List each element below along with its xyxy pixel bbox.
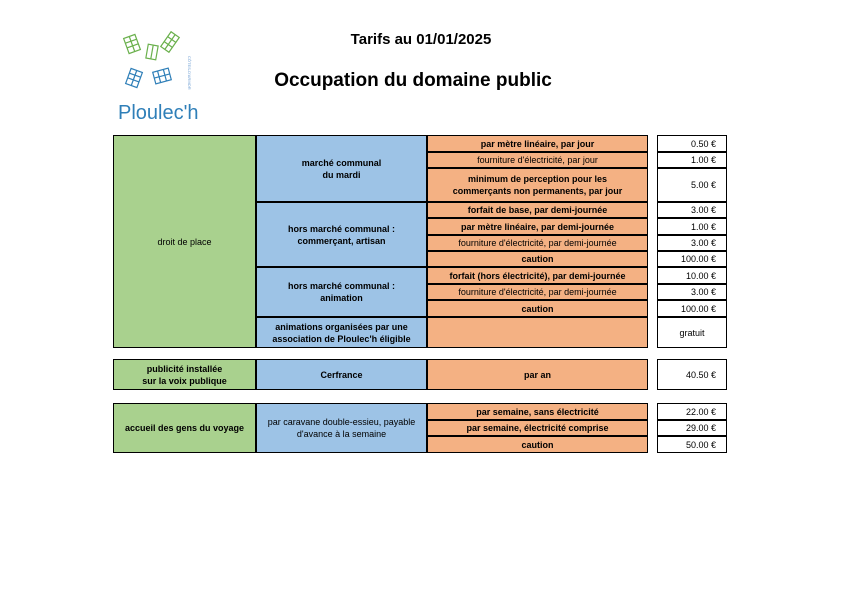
group-cell (256, 267, 427, 317)
category-label: publicité installée sur la voix publique (142, 363, 227, 386)
logo-text: Ploulec'h (118, 102, 199, 124)
item-desc-text: minimum de perception pour les commerçants non permanents, par jour (452, 174, 623, 196)
item-desc-text: par an (523, 369, 551, 380)
category-cell (113, 359, 256, 390)
group-label: animations organisées par une association de Ploulec'h éligible (272, 321, 411, 344)
item-desc (427, 317, 648, 348)
item-desc-text: par mètre linéaire, par demi-journée (460, 221, 615, 232)
item-desc (427, 251, 648, 267)
price-cell: 50.00 € (657, 436, 727, 453)
group-cell (256, 135, 427, 202)
item-desc (427, 235, 648, 251)
price-cell: 5.00 € (657, 168, 727, 202)
item-desc (427, 403, 648, 420)
group-cell (256, 317, 427, 348)
item-desc (427, 300, 648, 317)
page-title: Tarifs au 01/01/2025 (350, 31, 492, 48)
price-cell: 3.00 € (657, 284, 727, 300)
price-cell: gratuit (657, 317, 727, 348)
item-desc (427, 202, 648, 218)
item-desc (427, 284, 648, 300)
item-desc-text: fourniture d'électricité, par demi-journée (458, 287, 617, 297)
price-cell: 100.00 € (657, 300, 727, 317)
group-label: marché communal du mardi (301, 157, 382, 180)
item-desc-text: caution (521, 439, 554, 450)
item-desc (427, 152, 648, 168)
item-desc (427, 267, 648, 284)
price-cell: 10.00 € (657, 267, 727, 284)
category-cell (113, 403, 256, 453)
group-cell (256, 403, 427, 453)
item-desc (427, 135, 648, 152)
item-desc-text: par mètre linéaire, par jour (480, 138, 595, 149)
item-desc-text: forfait (hors électricité), par demi-journée (449, 270, 626, 281)
item-desc (427, 359, 648, 390)
item-desc-text: caution (521, 303, 554, 314)
group-label: Cerfrance (320, 369, 363, 380)
price-cell: 3.00 € (657, 202, 727, 218)
group-cell (256, 359, 427, 390)
item-desc (427, 218, 648, 235)
item-desc (427, 420, 648, 436)
group-label: hors marché communal : animation (287, 281, 396, 303)
item-desc-text: par semaine, sans électricité (476, 406, 599, 417)
price-cell: 0.50 € (657, 135, 727, 152)
group-cell (256, 202, 427, 267)
category-label: accueil des gens du voyage (124, 423, 245, 433)
price-cell: 1.00 € (657, 218, 727, 235)
item-desc (427, 168, 648, 202)
price-cell: 29.00 € (657, 420, 727, 436)
item-desc-text: fourniture d'électricité, par demi-journée (458, 238, 617, 248)
category-cell (113, 135, 256, 348)
item-desc (427, 436, 648, 453)
item-desc-text: fourniture d'électricité, par jour (477, 155, 598, 165)
price-cell: 22.00 € (657, 403, 727, 420)
group-label: par caravane double-essieu, payable d'avance à la semaine (267, 417, 416, 439)
price-cell: 40.50 € (657, 359, 727, 390)
group-label: hors marché communal : commerçant, artisan (287, 223, 396, 246)
price-cell: 100.00 € (657, 251, 727, 267)
category-label: droit de place (157, 236, 212, 247)
page-subtitle: Occupation du domaine public (274, 70, 552, 91)
item-desc-text: forfait de base, par demi-journée (467, 205, 608, 215)
logo-subtext: CÔTES-D'ARMOR (187, 56, 192, 90)
price-cell: 1.00 € (657, 152, 727, 168)
price-cell: 3.00 € (657, 235, 727, 251)
item-desc-text: caution (521, 254, 554, 264)
item-desc-text: par semaine, électricité comprise (466, 423, 609, 433)
